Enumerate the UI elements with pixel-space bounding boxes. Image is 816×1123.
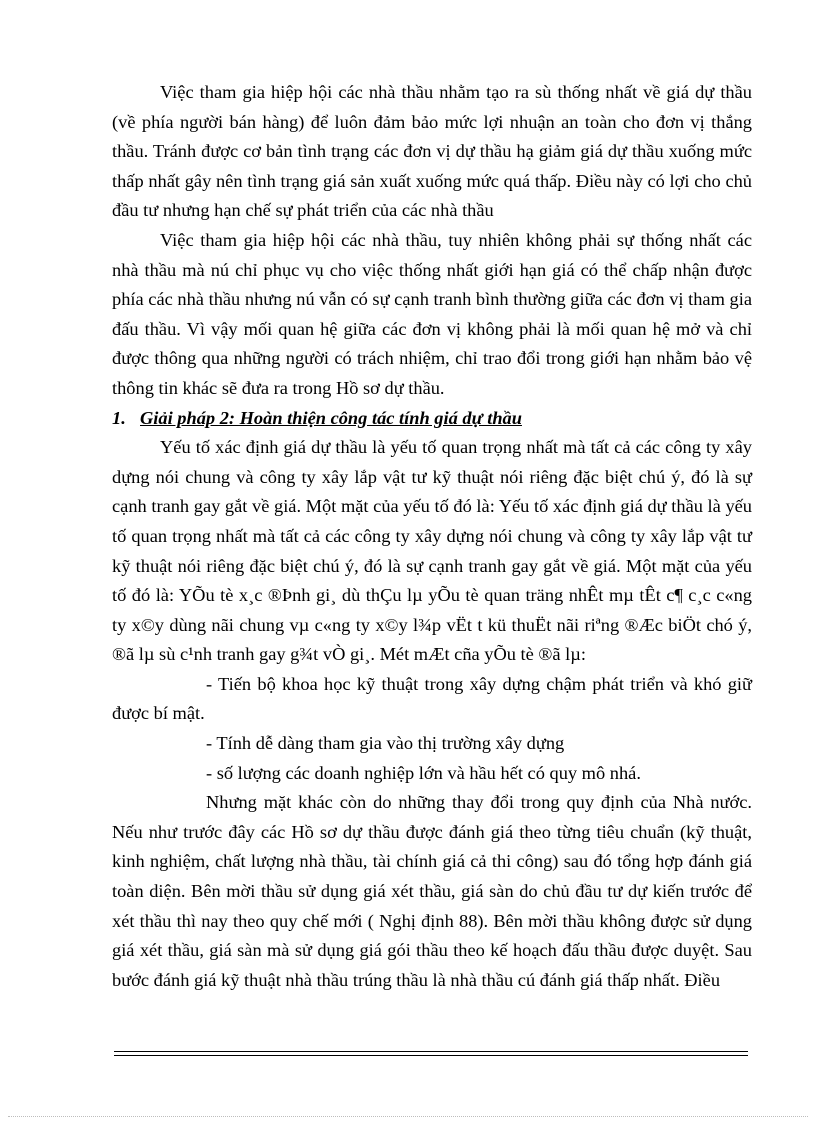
list-item-enterprise-count: - số lượng các doanh nghiệp lớn và hầu hết có quy mô nhá.	[206, 762, 641, 783]
list-item-tech-progress: - Tiến bộ khoa học kỹ thuật trong xây dựng chậm phát triển và khó giữ được bí mật.	[112, 673, 752, 724]
footer-double-rule	[114, 1051, 748, 1056]
section-heading	[112, 404, 752, 434]
section-number: 1.	[112, 407, 126, 428]
page-bottom-edge	[8, 1116, 808, 1117]
list-item-market-entry: - Tính dễ dàng tham gia vào thị trường xây dựng	[206, 733, 565, 754]
paragraph-regulation-changes: Nhưng mặt khác còn do những thay đổi trong quy định của Nhà nước. Nếu như trước đây các Hồ sơ dự thầu được đánh giá theo từng tiêu chuẩn (kỹ thuật, kinh nghiệm, chất lượng nhà thầu, tài chính giá cả thi công) sau đó tổng hợp đánh giá toàn diện. Bên mời thầu sử dụng giá xét thầu, giá sàn do chủ đầu tư dự kiến trước để xét thầu thì nay theo quy chế mới ( Nghị định 88). Bên mời thầu không được sử dụng giá xét thầu, giá sàn mà sử dụng giá gói thầu theo kế hoạch đấu thầu được duyệt. Sau bước đánh giá kỹ thuật nhà thầu trúng thầu là nhà thầu cú đánh giá thấp nhất. Điều	[112, 792, 752, 990]
document-body	[112, 78, 752, 995]
section-title: Giải pháp 2: Hoàn thiện công tác tính giá dự thầu	[140, 407, 522, 428]
paragraph-association-benefits: Việc tham gia hiệp hội các nhà thầu nhằm tạo ra sù thống nhất về giá dự thầu (về phía người bán hàng) để luôn đảm bảo mức lợi nhuận an toàn cho đơn vị thắng thầu. Tránh được cơ bản tình trạng các đơn vị dự thầu hạ giảm giá dự thầu xuống mức thấp nhất gây nên tình trạng giá sản xuất xuống mức quá thấp. Điều này có lợi cho chủ đầu tư nhưng hạn chế sự phát triển của các nhà thầu	[112, 82, 752, 221]
paragraph-association-limits: Việc tham gia hiệp hội các nhà thầu, tuy nhiên không phải sự thống nhất các nhà thầu mà nú chỉ phục vụ cho việc thống nhất giới hạn giá có thể chấp nhận được phía các nhà thầu nhưng nú vẫn có sự cạnh tranh bình thường giữa các đơn vị tham gia đấu thầu. Vì vậy mối quan hệ giữa các đơn vị không phải là mối quan hệ mở và chỉ được thông qua những người có trách nhiệm, chỉ trao đổi trong giới hạn nhằm bảo vệ thông tin khác sẽ đưa ra trong Hồ sơ dự thầu.	[112, 229, 752, 398]
paragraph-price-factor: Yếu tố xác định giá dự thầu là yếu tố quan trọng nhất mà tất cả các công ty xây dựng nói chung và công ty xây lắp vật tư kỹ thuật nói riêng đặc biệt chú ý, đó là sự cạnh tranh gay gắt về giá. Một mặt của yếu tố đó là: Yếu tố xác định giá dự thầu là yếu tố quan trọng nhất mà tất cả các công ty xây dựng nói chung và công ty xây lắp vật tư kỹ thuật nói riêng đặc biệt chú ý, đó là sự cạnh tranh gay gắt về giá. Một mặt của yếu tố đó là: YÕu tè x¸c ®Þnh gi¸ dù thÇu lµ yÕu tè quan träng nhÊt mµ tÊt c¶ c¸c c«ng ty x©y dùng nãi chung vµ c«ng ty x©y l¾p vËt t kü thuËt nãi riªng ®Æc biÖt chó ý, ®ã lµ sù c¹nh tranh gay g¾t vÒ gi¸. Mét mÆt cña yÕu tè ®ã lµ:	[112, 437, 752, 665]
